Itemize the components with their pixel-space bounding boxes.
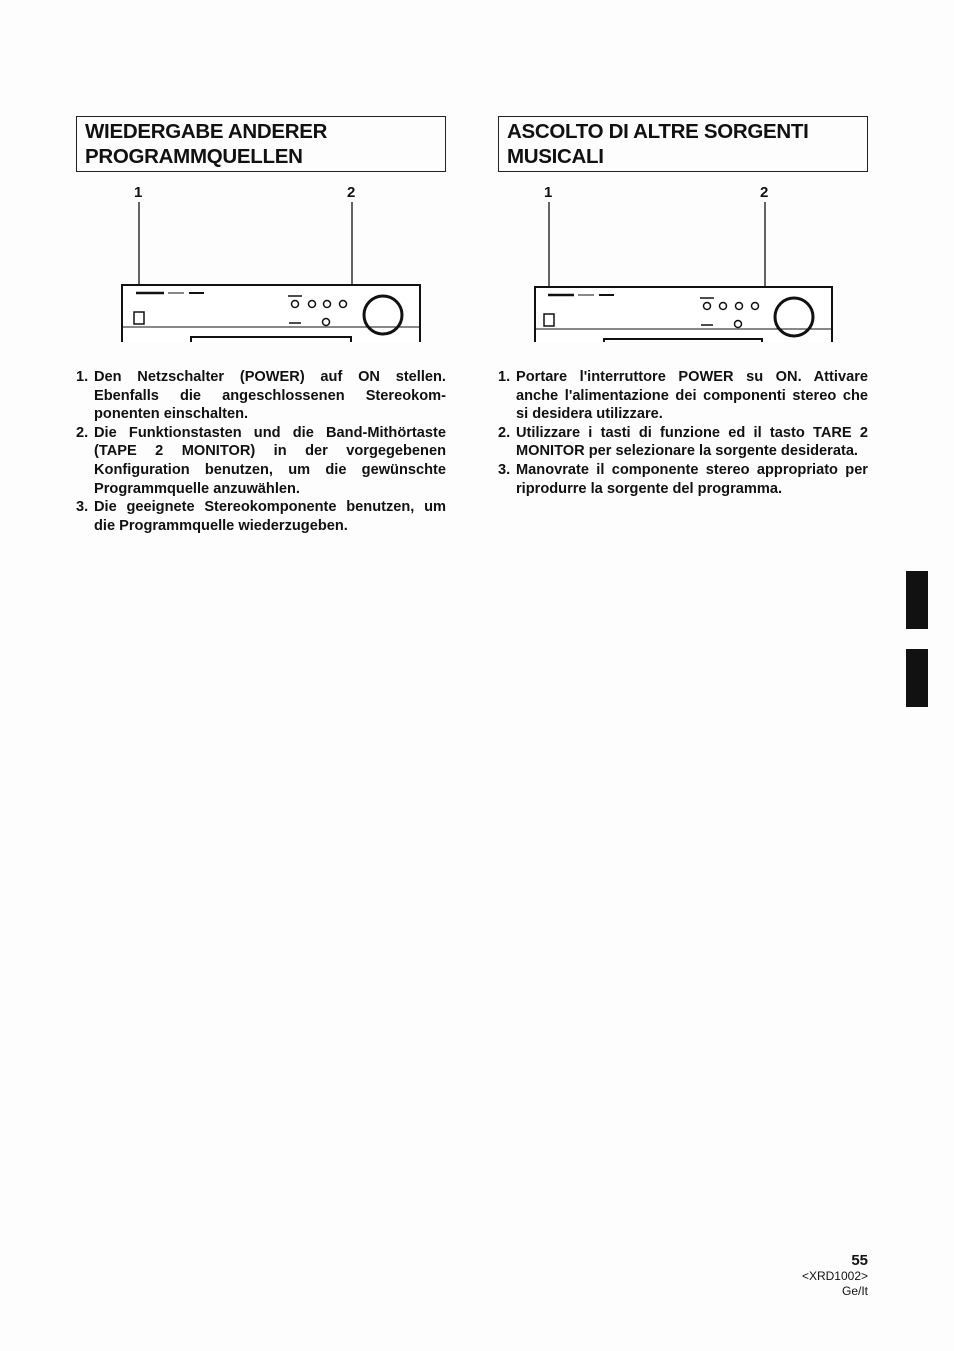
step-number: 1. [76, 369, 89, 385]
step-1 [498, 368, 868, 424]
step-number: 1. [498, 369, 511, 385]
receiver-illustration [76, 172, 446, 342]
step-1 [76, 368, 446, 424]
step-text: Manovrate il componente stereo appropriato per riprodurre la sorgente del programma. [516, 461, 868, 497]
page-number: 55 [851, 1252, 868, 1269]
steps-italian [498, 368, 868, 498]
heading-german [85, 119, 437, 169]
heading-line-2: PROGRAMMQUELLEN [85, 145, 303, 168]
step-2 [76, 424, 446, 498]
step-text: Die geeignete Stereokomponente benutzen, um die Programmquelle wiederzugeben. [94, 499, 446, 534]
section-german [76, 116, 446, 534]
heading-italian [507, 119, 859, 169]
step-text: Portare l'interruttore POWER su ON. Attivare anche l'alimentazione dei componenti stereo che si desidera utilizzare. [516, 369, 868, 423]
receiver-illustration [498, 172, 868, 342]
step-number: 3. [76, 499, 89, 516]
language-code: Ge/It [841, 1284, 868, 1298]
language-tab-mark-german [906, 571, 928, 629]
step-3 [76, 498, 446, 535]
model-code: <XRD1002> [801, 1269, 868, 1283]
language-tab-mark-italian [906, 649, 928, 707]
step-text: Den Netzschalter (POWER) auf ON stellen. Ebenfalls die angeschlossenen Stereokomponenten einschalten. [94, 369, 446, 423]
step-number: 2. [76, 424, 89, 441]
step-2 [498, 424, 868, 461]
step-3 [498, 461, 868, 498]
heading-line-1: ASCOLTO DI ALTRE SORGENTI [507, 120, 809, 143]
heading-box-german [76, 116, 446, 172]
steps-german [76, 368, 446, 535]
heading-box-italian [498, 116, 868, 172]
step-text: Utilizzare i tasti di funzione ed il tasto TARE 2 MONITOR per selezionare la sorgente desiderata. [516, 424, 868, 460]
page-footer [802, 1252, 868, 1299]
step-text: Die Funktionstasten und die Band-Mithörtaste (TAPE 2 MONITOR) in der vorgegebenen Konfiguration benutzen, um die gewünschte Programmquelle anzuwählen. [94, 424, 446, 497]
step-number: 2. [498, 424, 511, 441]
callout-2: 2 [760, 184, 769, 201]
receiver-figure-german [76, 172, 446, 342]
receiver-figure-italian [498, 172, 868, 342]
callout-2: 2 [347, 184, 356, 201]
section-italian [498, 116, 868, 497]
heading-line-2: MUSICALI [507, 145, 604, 168]
callout-1: 1 [134, 184, 143, 201]
heading-line-1: WIEDERGABE ANDERER [85, 120, 328, 143]
step-number: 3. [498, 461, 511, 478]
callout-1: 1 [544, 184, 553, 201]
